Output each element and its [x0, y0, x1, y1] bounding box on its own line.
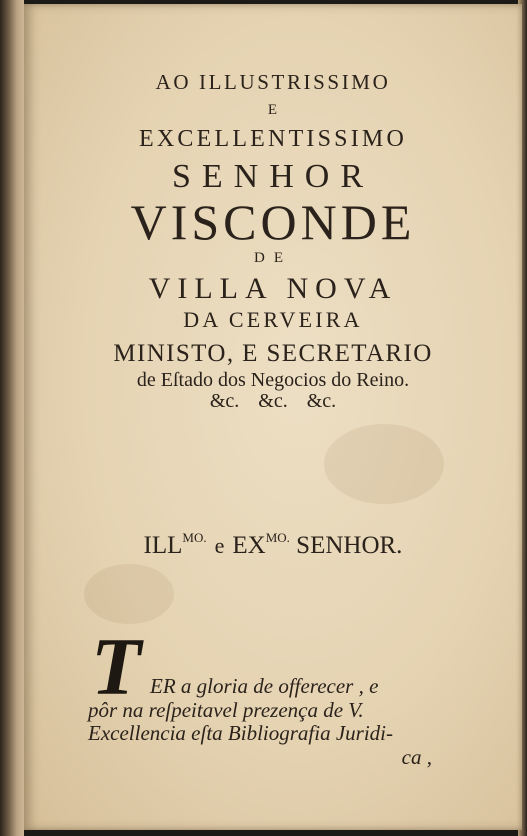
dedication-line-2: pôr na reſpeitavel prezença de V.	[88, 698, 364, 722]
dedication-line-3: Excellencia eſta Bibliografia Juridi-	[88, 721, 394, 745]
title-line-estado-negocios: de Eſtado dos Negocios do Reino.	[136, 369, 410, 391]
title-line-ao-illustrissimo: AO ILLUSTRISSIMO	[155, 70, 391, 94]
salutation-ill-superscript: MO.	[182, 530, 207, 545]
title-line-de: DE	[254, 250, 292, 266]
salutation-senhor: SENHOR.	[296, 532, 403, 559]
title-line-excellentissimo: EXCELLENTISSIMO	[139, 126, 407, 152]
book-page	[24, 4, 522, 830]
title-line-senhor: SENHOR	[171, 158, 375, 195]
title-line-da-cerveira: DA CERVEIRA	[183, 307, 363, 332]
paper-stain	[84, 564, 174, 624]
drop-cap-letter: T	[91, 621, 142, 712]
title-line-villa-nova: VILLA NOVA	[148, 272, 398, 305]
title-line-etc: &c. &c. &c.	[209, 390, 337, 412]
title-line-visconde: VISCONDE	[130, 194, 416, 250]
book-binding-edge	[0, 0, 24, 836]
title-line-e: E	[267, 102, 279, 118]
salutation-ex-superscript: MO.	[265, 530, 290, 545]
dedication-line-1: ER a gloria de offerecer , e	[150, 674, 379, 698]
salutation-line	[24, 530, 522, 560]
salutation-ill: ILL	[143, 532, 183, 559]
paper-stain	[324, 424, 444, 504]
salutation-ex: EX	[232, 532, 266, 559]
title-line-ministo-secretario: MINISTO, E SECRETARIO	[113, 340, 433, 367]
dedication-line-4: ca ,	[401, 745, 432, 769]
salutation-conjunction: e	[214, 533, 225, 558]
